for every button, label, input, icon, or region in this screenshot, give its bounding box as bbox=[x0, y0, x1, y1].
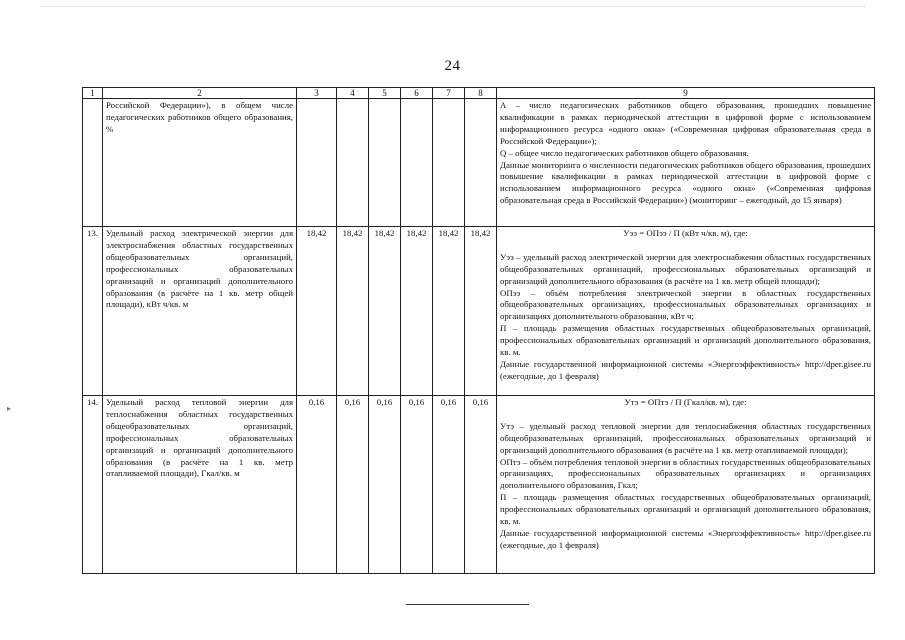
calculation-method bbox=[497, 99, 875, 227]
method-paragraph: Данные государственной информационной системы «Энергоэффективность» http://dper.gisee.ru (ежегодные, до 1 февраля) bbox=[500, 358, 871, 381]
calculation-method bbox=[497, 396, 875, 574]
column-header: 4 bbox=[337, 88, 369, 99]
indicator-value: 0,16 bbox=[465, 396, 497, 574]
table-row bbox=[83, 99, 875, 227]
method-paragraph: Уээ – удельный расход электрической энергии для электроснабжения областных государственных общеобразовательных организаций, профессиональных образовательных организаций и организаций дополнительного образования (в расчёте на 1 кв. метр общей площади); bbox=[500, 251, 871, 286]
indicator-value bbox=[401, 99, 433, 227]
indicator-value: 18,42 bbox=[401, 227, 433, 396]
indicator-value: 18,42 bbox=[465, 227, 497, 396]
footer-rule bbox=[406, 604, 529, 605]
indicator-value: 0,16 bbox=[401, 396, 433, 574]
column-header: 3 bbox=[297, 88, 337, 99]
indicator-value bbox=[433, 99, 465, 227]
row-number: 13. bbox=[83, 227, 103, 396]
method-paragraph: Q – общее число педагогических работников общего образования. bbox=[500, 147, 749, 158]
table-row bbox=[83, 396, 875, 574]
method-paragraph: А – число педагогических работников общего образования, прошедших повышение квалификации в рамках периодической аттестации в цифровой форме с использованием информационного ресурса «одного окна» («Современная цифровая образовательная среда в Российской Федерации»); bbox=[500, 100, 871, 146]
row-number: 14. bbox=[83, 396, 103, 574]
indicator-value bbox=[337, 99, 369, 227]
row-number bbox=[83, 99, 103, 227]
table-header-row bbox=[83, 88, 875, 99]
method-paragraph: Данные государственной информационной системы «Энергоэффективность» http://dper.gisee.ru (ежегодные, до 1 февраля) bbox=[500, 527, 871, 550]
page-number: 24 bbox=[444, 58, 461, 74]
method-paragraph: Утэ – удельный расход тепловой энергии для теплоснабжения областных государственных общеобразовательных организаций, профессиональных образовательных организаций и организаций дополнительного образования (в расчёте на 1 кв. метр отапливаемой площади); bbox=[500, 420, 871, 455]
column-header: 7 bbox=[433, 88, 465, 99]
column-header: 8 bbox=[465, 88, 497, 99]
spacer bbox=[500, 409, 871, 421]
scan-artifact-line bbox=[40, 6, 865, 7]
indicator-value: 0,16 bbox=[369, 396, 401, 574]
margin-mark: ▸ bbox=[7, 404, 12, 413]
column-header: 5 bbox=[369, 88, 401, 99]
calculation-method bbox=[497, 227, 875, 396]
column-header: 2 bbox=[103, 88, 297, 99]
method-paragraph: П – площадь размещения областных государственных общеобразовательных организаций, профессиональных образовательных организаций и организаций дополнительного образования, кв. м. bbox=[500, 323, 871, 358]
indicator-value: 18,42 bbox=[369, 227, 401, 396]
indicator-value: 0,16 bbox=[297, 396, 337, 574]
table-row bbox=[83, 227, 875, 396]
spacer bbox=[500, 240, 871, 252]
indicator-name: Российской Федерации»), в общем числе педагогических работников общего образования, % bbox=[103, 99, 297, 227]
indicator-value bbox=[465, 99, 497, 227]
indicator-value: 0,16 bbox=[433, 396, 465, 574]
method-paragraph: ОПээ – объём потребления электрической энергии в областных государственных общеобразовательных организациях, профессиональных образовательных организациях и организациях дополнительного образования, кВт ч; bbox=[500, 287, 871, 322]
indicators-table bbox=[82, 87, 875, 574]
column-header: 6 bbox=[401, 88, 433, 99]
method-paragraph: ОПтэ – объём потребления тепловой энергии в областных государственных общеобразовательных организациях, профессиональных образовательных организациях и организациях дополнительного образования, Гкал; bbox=[500, 456, 871, 491]
indicator-value: 18,42 bbox=[297, 227, 337, 396]
indicator-value: 18,42 bbox=[337, 227, 369, 396]
formula: Утэ = ОПтэ / П (Гкал/кв. м), где: bbox=[624, 397, 747, 407]
indicator-value: 0,16 bbox=[337, 396, 369, 574]
indicator-value bbox=[297, 99, 337, 227]
method-paragraph: П – площадь размещения областных государственных общеобразовательных организаций, профессиональных образовательных организаций и организаций дополнительного образования, кв. м. bbox=[500, 492, 871, 527]
formula: Уээ = ОПээ / П (кВт ч/кв. м), где: bbox=[623, 228, 748, 238]
indicator-value bbox=[369, 99, 401, 227]
column-header: 1 bbox=[83, 88, 103, 99]
column-header: 9 bbox=[497, 88, 875, 99]
indicator-value: 18,42 bbox=[433, 227, 465, 396]
method-paragraph: Данные мониторинга о численности педагогических работников общего образования, прошедших повышение квалификации в рамках периодической аттестации в цифровой форме с использованием информационного ресурса «одного окна» («Современная цифровая образовательная среда в Российской Федерации») (мониторинг – ежегодный, до 15 января) bbox=[500, 159, 871, 206]
indicator-name: Удельный расход тепловой энергии для теплоснабжения областных государственных общеобразовательных организаций, профессиональных образовательных организаций и организаций дополнительного образования (в расчёте на 1 кв. метр отапливаемой площади), Гкал/кв. м bbox=[103, 396, 297, 574]
indicator-name: Удельный расход электрической энергии для электроснабжения областных государственных общеобразовательных организаций, профессиональных образовательных организаций и организаций дополнительного образования (в расчёте на 1 кв. метр общей площади), кВт ч/кв. м bbox=[103, 227, 297, 396]
